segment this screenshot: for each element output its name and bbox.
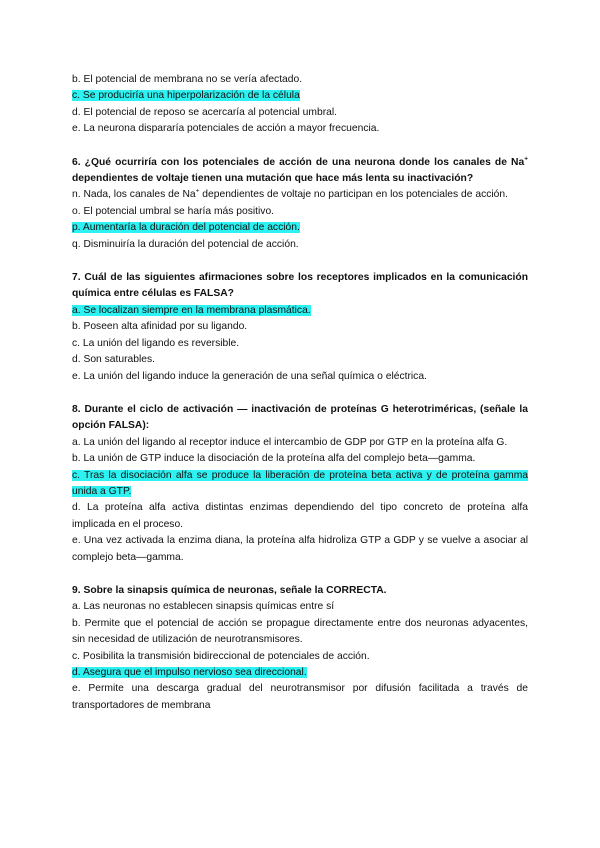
question-9	[72, 583, 528, 714]
option-9e: e. Permite una descarga gradual del neurotransmisor por difusión facilitada a través de transportadores de membrana	[72, 683, 528, 711]
option-5c	[72, 88, 528, 104]
option-6o: o. El potencial umbral se haría más positivo.	[72, 205, 275, 217]
option-8d: d. La proteína alfa activa distintas enzimas dependiendo del tipo concreto de proteína alfa implicada en el proceso.	[72, 502, 528, 530]
option-8a: a. La unión del ligando al receptor induce el intercambio de GDP por GTP en la proteína alfa G.	[72, 436, 508, 448]
option-6p	[72, 220, 528, 236]
option-8e: e. Una vez activada la enzima diana, la proteína alfa hidroliza GTP a GDP y se vuelve a asociar al complejo beta—gamma.	[72, 535, 528, 563]
highlighted-answer: p. Aumentaría la duración del potencial de acción.	[72, 222, 300, 234]
question-6-text: 6. ¿Qué ocurriría con los potenciales de acción de una neurona donde los canales de Na+ dependientes de voltaje tienen una mutación que hace más lenta su inactivación?	[72, 155, 528, 185]
highlighted-answer: c. Tras la disociación alfa se produce la liberación de proteína beta activa y de proteína gamma unida a GTP.	[72, 469, 528, 497]
option-7d: d. Son saturables.	[72, 354, 155, 366]
option-7a	[72, 303, 528, 319]
highlighted-answer: a. Se localizan siempre en la membrana plasmática.	[72, 304, 311, 316]
option-7c: c. La unión del ligando es reversible.	[72, 337, 240, 349]
option-9b: b. Permite que el potencial de acción se propague directamente entre dos neuronas adyacentes, sin necesidad de utilización de neurotransmisores.	[72, 617, 528, 646]
option-6q: q. Disminuiría la duración del potencial de acción.	[72, 238, 299, 250]
option-5d: d. El potencial de reposo se acercaría al potencial umbral.	[72, 106, 338, 118]
option-7b: b. Poseen alta afinidad por su ligando.	[72, 321, 248, 333]
question-6	[72, 155, 528, 253]
option-7e: e. La unión del ligando induce la generación de una señal química o eléctrica.	[72, 370, 427, 382]
option-9d	[72, 665, 528, 681]
highlighted-answer: c. Se produciría una hiperpolarización de la célula	[72, 90, 300, 102]
question-5-options	[72, 72, 528, 138]
option-5b: b. El potencial de membrana no se vería afectado.	[72, 74, 303, 85]
highlighted-answer: d. Asegura que el impulso nervioso sea direccional.	[72, 667, 307, 678]
option-9a: a. Las neuronas no establecen sinapsis químicas entre sí	[72, 601, 335, 613]
question-8	[72, 402, 528, 566]
question-8-text: 8. Durante el ciclo de activación — inactivación de proteínas G heterotriméricas, (señale la opción FALSA):	[72, 403, 528, 432]
question-9-text: 9. Sobre la sinapsis química de neuronas, señale la CORRECTA.	[72, 584, 387, 596]
option-8b: b. La unión de GTP induce la disociación de la proteína alfa del complejo beta—gamma.	[72, 453, 476, 465]
option-9c: c. Posibilita la transmisión bidireccional de potenciales de acción.	[72, 650, 370, 662]
question-7-text: 7. Cuál de las siguientes afirmaciones sobre los receptores implicados en la comunicación química entre células es FALSA?	[72, 272, 528, 300]
option-6n: n. Nada, los canales de Na+ dependientes de voltaje no participan en los potenciales de acción.	[72, 188, 508, 201]
option-5e: e. La neurona dispararía potenciales de acción a mayor frecuencia.	[72, 123, 380, 135]
question-7	[72, 270, 528, 385]
option-8c	[72, 468, 528, 501]
